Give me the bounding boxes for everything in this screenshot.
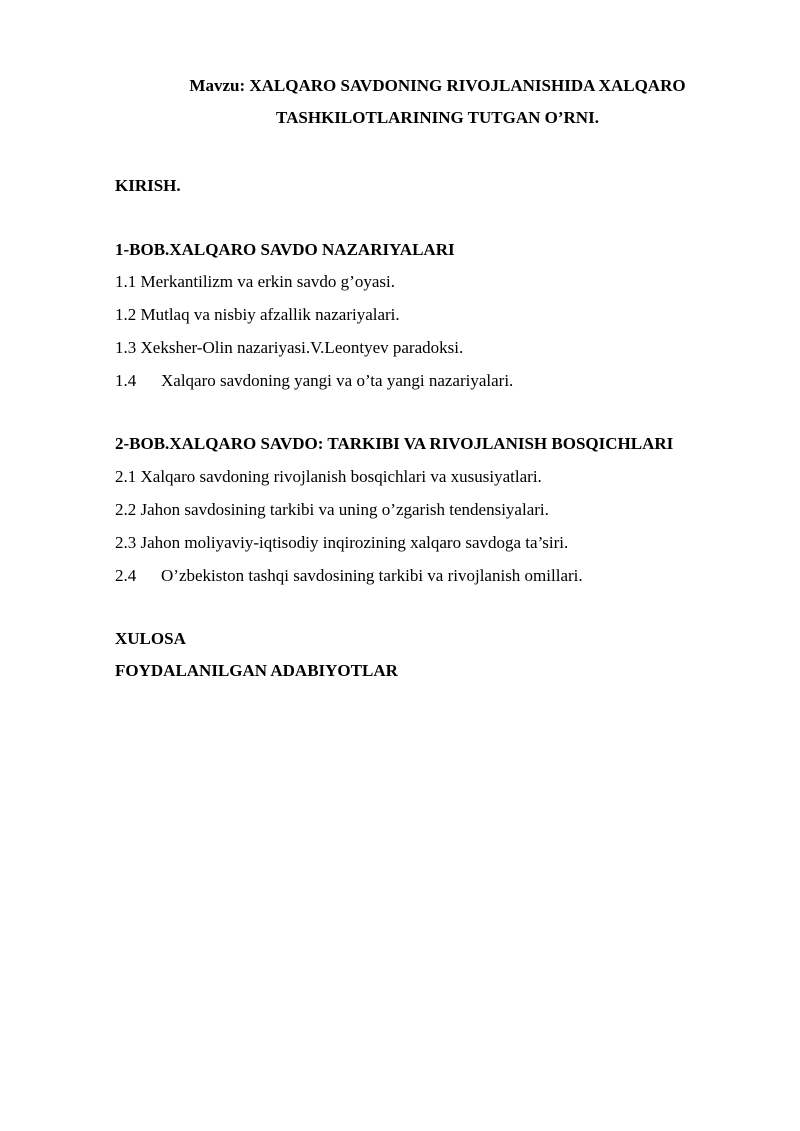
references-heading: FOYDALANILGAN ADABIYOTLAR (115, 661, 398, 680)
toc-item-2-4 (115, 566, 583, 586)
toc-item-1-4-text: Xalqaro savdoning yangi va o’ta yangi nazariyalari. (161, 371, 514, 390)
document-title-line-1: Mavzu: XALQARO SAVDONING RIVOJLANISHIDA XALQARO (189, 76, 686, 95)
toc-item-1-3: 1.3 Xeksher-Olin nazariyasi.V.Leontyev paradoksi. (115, 338, 464, 357)
chapter-2-heading: 2-BOB.XALQARO SAVDO: TARKIBI VA RIVOJLANISH BOSQICHLARI (115, 434, 674, 453)
toc-item-2-2: 2.2 Jahon savdosining tarkibi va uning o’zgarish tendensiyalari. (115, 500, 549, 519)
document-title-line-2: TASHKILOTLARINING TUTGAN O’RNI. (276, 108, 599, 127)
toc-item-1-4-number: 1.4 (115, 371, 137, 390)
intro-heading: KIRISH. (115, 176, 181, 195)
toc-item-2-1: 2.1 Xalqaro savdoning rivojlanish bosqichlari va xususiyatlari. (115, 467, 542, 486)
toc-item-1-1: 1.1 Merkantilizm va erkin savdo g’oyasi. (115, 272, 395, 291)
toc-item-1-2: 1.2 Mutlaq va nisbiy afzallik nazariyalari. (115, 305, 400, 324)
conclusion-heading: XULOSA (115, 629, 186, 648)
toc-item-2-4-number: 2.4 (115, 566, 137, 585)
chapter-1-heading: 1-BOB.XALQARO SAVDO NAZARIYALARI (115, 240, 455, 259)
toc-item-1-4 (115, 371, 513, 391)
toc-item-2-4-text: O’zbekiston tashqi savdosining tarkibi va rivojlanish omillari. (161, 566, 583, 585)
toc-item-2-3: 2.3 Jahon moliyaviy-iqtisodiy inqirozining xalqaro savdoga ta’siri. (115, 533, 569, 552)
